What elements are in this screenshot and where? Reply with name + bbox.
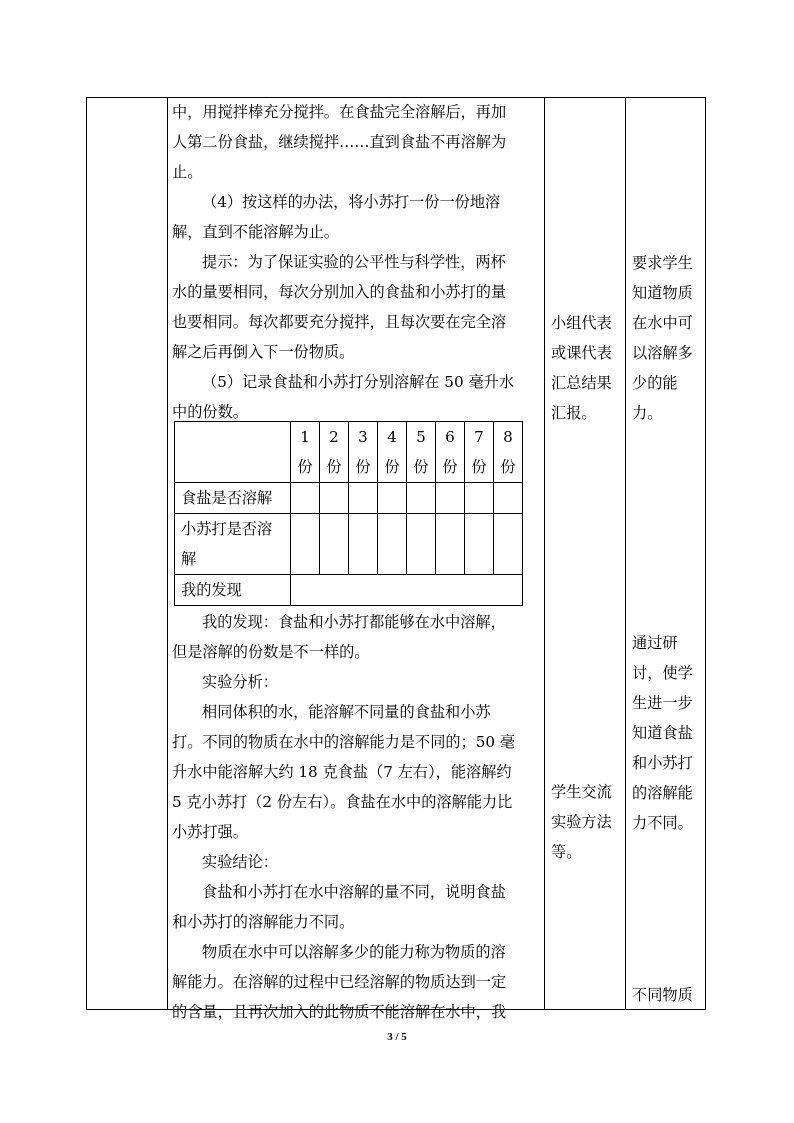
text-line: 止。 (172, 163, 203, 181)
column-divider-3 (625, 97, 626, 1010)
text-line: 解，直到不能溶解为止。 (172, 223, 340, 241)
text-line: 中，用搅拌棒充分搅拌。在食盐完全溶解后，再加 (172, 103, 507, 121)
text-line: （4）按这样的办法，将小苏打一份一份地溶 (202, 193, 501, 211)
text-line: 打。不同的物质在水中的溶解能力是不同的；50 毫 (172, 733, 516, 751)
row-label: 我的发现 (175, 575, 291, 606)
text-line: 水的量要相同，每次分别加入的食盐和小苏打的量 (172, 283, 507, 301)
table-cell (494, 514, 523, 575)
table-cell (407, 514, 436, 575)
student-activity-block-2: 学生交流 实验方法 等。 (551, 783, 612, 861)
table-cell (291, 514, 320, 575)
column-divider-1 (167, 97, 168, 1010)
table-cell (378, 514, 407, 575)
text-line: （5）记录食盐和小苏打分别溶解在 50 毫升水 (202, 373, 515, 391)
text-line: 但是溶解的份数是不一样的。 (172, 643, 370, 661)
text-line: 物质在水中可以溶解多少的能力称为物质的溶 (202, 943, 506, 961)
text-line: 小苏打强。 (172, 823, 248, 841)
table-cell (465, 514, 494, 575)
table-cell (465, 483, 494, 514)
text-line: 也要相同。每次都要充分搅拌，且每次要在完全溶 (172, 313, 507, 331)
table-cell (407, 483, 436, 514)
student-activity-block-1: 小组代表 或课代表 汇总结果 汇报。 (551, 314, 612, 422)
text-line: 相同体积的水，能溶解不同量的食盐和小苏 (202, 703, 491, 721)
table-row-salt (175, 483, 523, 514)
section-heading: 实验结论： (202, 853, 278, 871)
table-cell (349, 483, 378, 514)
text-line: 解之后再倒入下一份物质。 (172, 343, 355, 361)
header-cell: 6 份 (436, 422, 465, 483)
table-header-row (175, 422, 523, 483)
column-divider-2 (544, 97, 545, 1010)
design-intent-block-2: 通过研 讨，使学 生进一步 知道食盐 和小苏打 的溶解能 力不同。 (632, 634, 693, 832)
table-row-soda (175, 514, 523, 575)
header-cell: 4 份 (378, 422, 407, 483)
page-number: 3 / 5 (387, 1031, 407, 1043)
table-row-finding (175, 575, 523, 606)
finding-cell (291, 575, 523, 606)
row-label: 小苏打是否溶 解 (175, 514, 291, 575)
table-cell (436, 483, 465, 514)
table-cell (320, 514, 349, 575)
design-intent-block-3: 不同物质 (632, 986, 693, 1004)
text-line: 5 克小苏打（2 份左右）。食盐在水中的溶解能力比 (172, 793, 513, 811)
design-intent-block-1: 要求学生 知道物质 在水中可 以溶解多 少的能 力。 (632, 254, 693, 422)
table-cell (436, 514, 465, 575)
header-cell: 2 份 (320, 422, 349, 483)
row-label: 食盐是否溶解 (175, 483, 291, 514)
header-cell: 3 份 (349, 422, 378, 483)
table-corner-cell (175, 422, 291, 483)
table-cell (291, 483, 320, 514)
text-line: 中的份数。 (172, 403, 248, 421)
text-line: 人第二份食盐，继续搅拌……直到食盐不再溶解为 (172, 133, 507, 151)
text-line: 解能力。在溶解的过程中已经溶解的物质达到一定 (172, 973, 507, 991)
header-cell: 5 份 (407, 422, 436, 483)
text-line: 的含量，且再次加入的此物质不能溶解在水中，我 (172, 1003, 507, 1021)
table-cell (320, 483, 349, 514)
table-cell (494, 483, 523, 514)
section-heading: 实验分析： (202, 673, 278, 691)
table-cell (378, 483, 407, 514)
text-line: 升水中能溶解大约 18 克食盐（7 左右），能溶解约 (172, 763, 512, 781)
text-line: 食盐和小苏打在水中溶解的量不同，说明食盐 (202, 883, 506, 901)
header-cell: 8 份 (494, 422, 523, 483)
text-line: 提示：为了保证实验的公平性与科学性，两杯 (202, 253, 506, 271)
dissolve-record-table (174, 421, 523, 606)
header-cell: 7 份 (465, 422, 494, 483)
text-line: 我的发现：食盐和小苏打都能够在水中溶解， (202, 613, 506, 631)
table-cell (349, 514, 378, 575)
text-line: 和小苏打的溶解能力不同。 (172, 913, 355, 931)
header-cell: 1 份 (291, 422, 320, 483)
